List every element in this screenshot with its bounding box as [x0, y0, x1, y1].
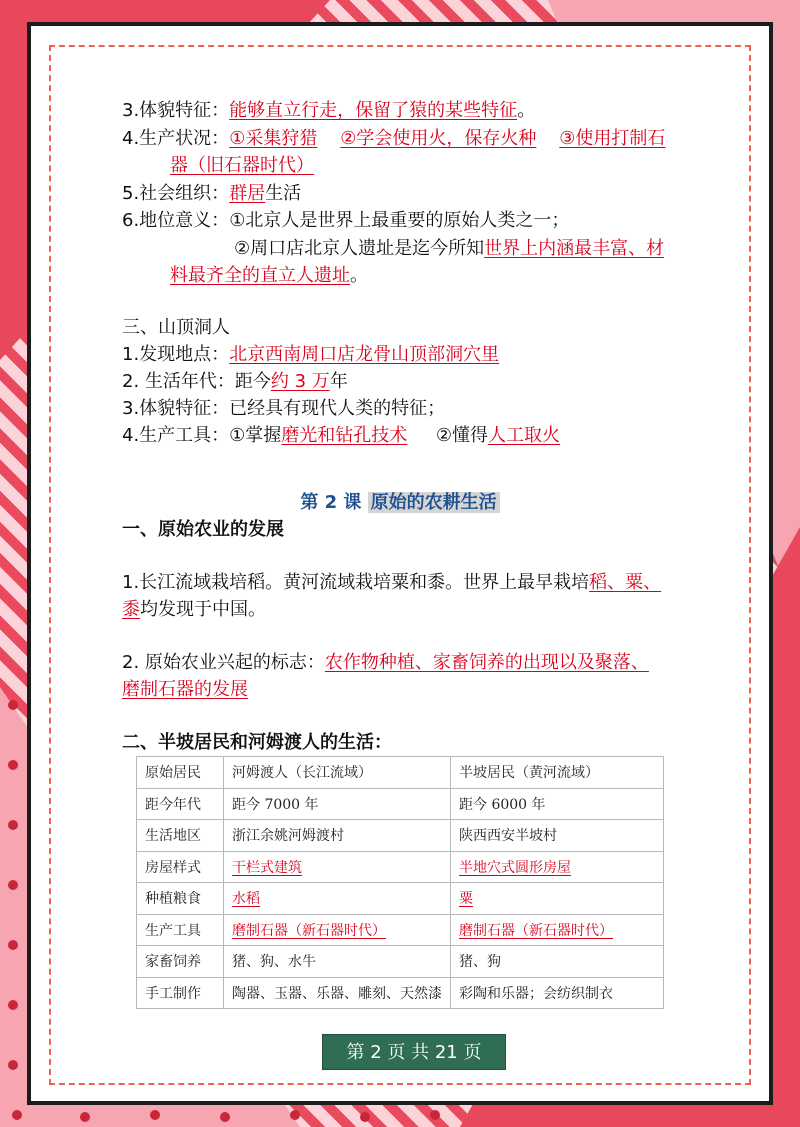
- lesson-number: 第 2 课: [300, 492, 362, 513]
- answer-text: ①采集狩猎: [229, 128, 318, 149]
- s3-line-item4: [122, 423, 560, 449]
- line-item3: [122, 98, 535, 124]
- table-cell: 河姆渡人（长江流域）: [224, 757, 451, 789]
- table-row: [137, 820, 664, 852]
- part1-heading: 一、原始农业的发展: [122, 519, 284, 540]
- section3-title: 三、山顶洞人: [122, 317, 230, 338]
- lesson-title: [0, 488, 800, 514]
- decor-dot: [8, 1060, 18, 1070]
- table-cell: 种植粮食: [137, 883, 224, 915]
- answer-text: 北京西南周口店龙骨山顶部洞穴里: [229, 344, 500, 365]
- lesson-name: 原始的农耕生活: [368, 492, 500, 513]
- line-item6: [122, 208, 569, 234]
- table-cell: 陕西西安半坡村: [451, 820, 664, 852]
- table-cell: [224, 851, 451, 883]
- line-item6-b-cont: [170, 263, 368, 289]
- table-cell: 原始居民: [137, 757, 224, 789]
- table-cell: 家畜饲养: [137, 946, 224, 978]
- table-cell: 生活地区: [137, 820, 224, 852]
- decor-dot: [80, 1112, 90, 1122]
- plain-text: 2. 原始农业兴起的标志：: [122, 652, 325, 673]
- table-cell: 彩陶和乐器；会纺织制衣: [451, 977, 664, 1009]
- table-cell: 浙江余姚河姆渡村: [224, 820, 451, 852]
- plain-text: 年: [329, 371, 348, 392]
- answer-text: 料最齐全的直立人遗址: [170, 265, 350, 286]
- decor-dot: [8, 1000, 18, 1010]
- table-cell: 距今 6000 年: [451, 788, 664, 820]
- decor-dot: [8, 760, 18, 770]
- plain-text: ①北京人是世界上最重要的原始人类之一；: [229, 210, 570, 231]
- item-label: 4.生产状况：: [122, 128, 230, 149]
- table-cell: 距今年代: [137, 788, 224, 820]
- decor-dot: [8, 700, 18, 710]
- plain-text: 生活: [265, 183, 302, 204]
- page-number-badge: 第 2 页 共 21 页: [322, 1034, 506, 1070]
- decor-dot: [220, 1112, 230, 1122]
- table-cell: [224, 914, 451, 946]
- line-item4-cont: [170, 153, 314, 179]
- table-cell: 房屋样式: [137, 851, 224, 883]
- answer-text: 半地穴式圆形房屋: [459, 859, 571, 876]
- answer-text: 磨制石器的发展: [122, 679, 248, 700]
- table-cell: 猪、狗、水牛: [224, 946, 451, 978]
- answer-text: 群居: [229, 183, 266, 204]
- table-cell: 生产工具: [137, 914, 224, 946]
- plain-text: 均发现于中国。: [140, 599, 266, 620]
- comparison-table: [136, 756, 664, 1009]
- item-label: 1.发现地点：: [122, 344, 230, 365]
- s3-line-item2: [122, 369, 348, 395]
- table-row: [137, 977, 664, 1009]
- table-cell: 距今 7000 年: [224, 788, 451, 820]
- table-cell: [451, 851, 664, 883]
- decor-dot: [8, 820, 18, 830]
- table-cell: 陶器、玉器、乐器、雕刻、天然漆: [224, 977, 451, 1009]
- item-label: 5.社会组织：: [122, 183, 230, 204]
- answer-text: 能够直立行走，保留了猿的某些特征: [229, 100, 518, 121]
- part1-p1: [122, 570, 661, 596]
- decor-dot: [8, 880, 18, 890]
- answer-text: 器（旧石器时代）: [170, 155, 314, 176]
- table-cell: [451, 914, 664, 946]
- part1-p2: [122, 650, 649, 676]
- s3-line-item3: 3.体貌特征：已经具有现代人类的特征；: [122, 398, 446, 419]
- answer-text: ③使用打制石: [559, 128, 666, 149]
- answer-text: 约 3 万: [270, 371, 330, 392]
- answer-text: 稻、粟、: [589, 572, 662, 593]
- decor-dot: [360, 1112, 370, 1122]
- decor-dot: [150, 1110, 160, 1120]
- item-label: 2. 生活年代：距今: [122, 371, 271, 392]
- decor-dot: [430, 1110, 440, 1120]
- table-cell: 猪、狗: [451, 946, 664, 978]
- plain-text: ②懂得: [435, 425, 489, 446]
- table-cell: [224, 883, 451, 915]
- part2-heading: 二、半坡居民和河姆渡人的生活：: [122, 732, 392, 753]
- line-item5: [122, 181, 301, 207]
- answer-text: 磨光和钻孔技术: [281, 425, 408, 446]
- plain-text: 1.长江流域栽培稻。黄河流域栽培粟和黍。世界上最早栽培: [122, 572, 590, 593]
- part1-p1-cont: [122, 597, 266, 623]
- table-cell: 半坡居民（黄河流域）: [451, 757, 664, 789]
- answer-text: 水稻: [232, 891, 260, 908]
- table-row: [137, 757, 664, 789]
- punctuation: 。: [517, 100, 536, 121]
- answer-text: 农作物种植、家畜饲养的出现以及聚落、: [324, 652, 649, 673]
- table-row: [137, 914, 664, 946]
- table-cell: [451, 883, 664, 915]
- table-row: [137, 883, 664, 915]
- item-label: 3.体貌特征：: [122, 100, 230, 121]
- answer-text: 干栏式建筑: [232, 859, 302, 876]
- line-item6-b: [234, 236, 664, 262]
- decor-dot: [290, 1110, 300, 1120]
- table-row: [137, 851, 664, 883]
- part1-p2-cont: [122, 677, 248, 703]
- s3-line-item1: [122, 342, 505, 368]
- decor-dot: [12, 1110, 22, 1120]
- plain-text: ②周口店北京人遗址是迄今所知: [234, 238, 485, 259]
- punctuation: 。: [350, 265, 368, 286]
- answer-text: 人工取火: [488, 425, 561, 446]
- line-item4: [122, 126, 665, 152]
- decor-dot: [8, 940, 18, 950]
- answer-text: ②学会使用火，保存火种: [340, 128, 537, 149]
- answer-text: 粟: [459, 891, 473, 908]
- answer-text: 黍: [122, 599, 140, 620]
- answer-text: 磨制石器（新石器时代）: [459, 922, 613, 939]
- item-label: 6.地位意义：: [122, 210, 230, 231]
- table-cell: 手工制作: [137, 977, 224, 1009]
- answer-text: 世界上内涵最丰富、材: [484, 238, 665, 259]
- item-label: 4.生产工具：①掌握: [122, 425, 282, 446]
- answer-text: 磨制石器（新石器时代）: [232, 922, 386, 939]
- table-row: [137, 946, 664, 978]
- table-row: [137, 788, 664, 820]
